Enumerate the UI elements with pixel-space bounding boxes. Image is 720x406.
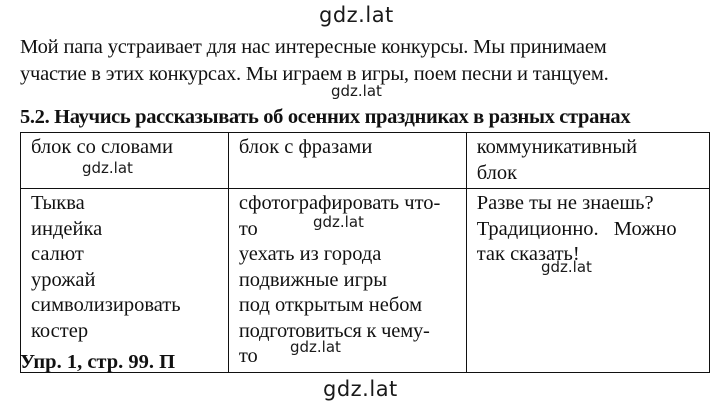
word: Тыква: [31, 192, 85, 214]
header-label: блок с фразами: [238, 136, 373, 158]
watermark: gdz.lat: [290, 338, 341, 356]
communicative-phrase: так сказать!: [476, 243, 580, 265]
phrase: под открытым небом: [238, 294, 423, 316]
watermark: gdz.lat: [331, 82, 382, 100]
table-header-row: [21, 133, 710, 189]
phrase: то: [238, 217, 258, 240]
watermark-top: gdz.lat: [319, 3, 394, 27]
paragraph-line: Мой папа устраивает для нас интересные конкурсы. Мы принимаем: [20, 36, 607, 58]
word: костер: [31, 319, 89, 342]
paragraph-line: участие в этих конкурсах. Мы играем в игры, поем песни и танцуем.: [20, 63, 609, 85]
header-cell-words: [21, 133, 229, 189]
header-label: блок со словами: [31, 136, 173, 158]
communicative-phrase: Традиционно. Можно: [476, 217, 677, 240]
phrase: подвижные игры: [238, 268, 388, 291]
words-cell: [21, 189, 229, 373]
cut-off-text: Упр. 1, стр. 99. П: [20, 351, 176, 373]
header-label: блок: [476, 161, 518, 184]
phrase: сфотографировать что-: [238, 192, 441, 214]
table-row: [21, 189, 710, 373]
watermark: gdz.lat: [82, 159, 133, 177]
exercise-heading: 5.2. Научись рассказывать об осенних праздниках в разных странах: [20, 106, 631, 128]
cut-off-next-exercise: [20, 351, 176, 376]
phrase: подготовиться к чему-: [238, 319, 430, 342]
header-cell-communicative: [466, 133, 709, 189]
header-label: коммуникативный: [476, 136, 638, 158]
phrase: то: [238, 345, 258, 367]
word: салют: [31, 243, 84, 265]
header-cell-phrases: [228, 133, 466, 189]
word: индейка: [31, 217, 103, 240]
word: символизировать: [31, 294, 181, 316]
phrases-table: [20, 132, 710, 373]
communicative-phrase: Разве ты не знаешь?: [476, 192, 654, 214]
phrases-cell: [228, 189, 466, 373]
word: урожай: [31, 268, 96, 291]
watermark-bottom: gdz.lat: [323, 377, 398, 401]
body-paragraph: [20, 34, 712, 88]
watermark: gdz.lat: [313, 213, 364, 231]
communicative-cell: [466, 189, 709, 373]
phrase: уехать из города: [238, 243, 382, 265]
watermark: gdz.lat: [541, 258, 592, 276]
